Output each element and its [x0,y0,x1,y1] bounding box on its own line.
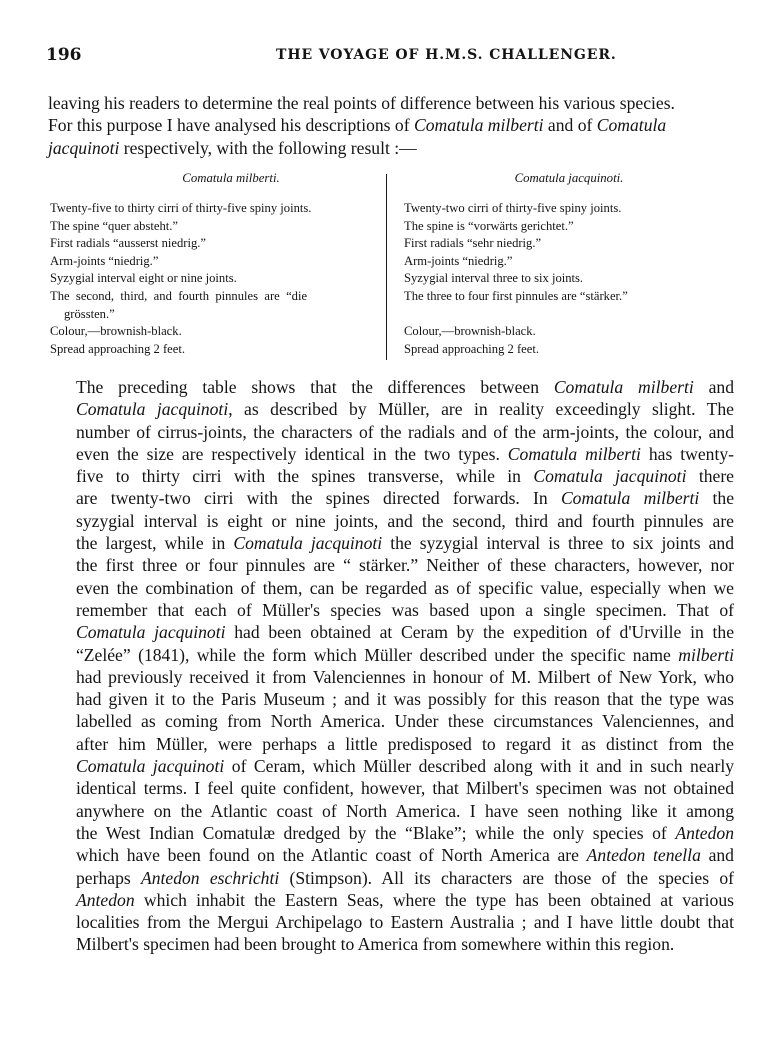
milberti-column [50,170,372,358]
milberti-item: The spine “quer absteht.” [50,218,178,233]
milberti-item: The second, third, and fourth pinnules are “die [50,288,308,303]
text-line: Milbert's specimen had been brought to America from somewhere within this region. [76,934,675,955]
text-line: Antedon which inhabit the Eastern Seas, where the type has been obtained at various [76,889,734,910]
text-line: the West Indian Comatulæ dredged by the “Blake”; while the only species of Antedon [76,822,734,843]
jacquinoti-heading: Comatula jacquinoti. [514,171,624,185]
jacquinoti-item: Syzygial interval three to six joints. [404,271,584,286]
text-line: perhaps Antedon eschrichti (Stimpson). All its characters are those of the species of [76,867,734,888]
text-line: anywhere on the Atlantic coast of North America. I have seen nothing like it among [76,800,734,821]
text-line: Comatula jacquinoti of Ceram, which Müller described along with it and in such nearly [76,756,734,777]
milberti-item: grössten.” [64,306,115,321]
text-line: even the combination of them, can be regarded as of specific value, especially when we [76,577,734,598]
milberti-item: Spread approaching 2 feet. [50,341,185,356]
text-line: For this purpose I have analysed his descriptions of Comatula milberti and of Comatula [48,115,667,136]
milberti-item: Colour,—brownish-black. [50,324,182,339]
text-line: number of cirrus-joints, the characters of the radials and of the arm-joints, the colour, and [76,421,734,442]
page-header [46,45,741,67]
jacquinoti-item: The spine is “vorwärts gerichtet.” [404,218,574,233]
text-line: remember that each of Müller's species was based upon a single specimen. That of [76,599,734,620]
jacquinoti-item: The three to four first pinnules are “stärker.” [404,288,628,303]
text-line: identical terms. I feel quite confident, however, that Milbert's specimen was not obtained [76,778,734,799]
text-line: syzygial interval is eight or nine joints, and the second, third and fourth pinnules are [76,510,734,531]
text-line: five to thirty cirri with the spines transverse, while in Comatula jacquinoti there [76,466,734,487]
milberti-item: First radials “ausserst niedrig.” [50,236,206,251]
page-number: 196 [46,45,82,65]
text-line: the first three or four pinnules are “ stärker.” Neither of these characters, however, nor [76,555,734,576]
milberti-item: Syzygial interval eight or nine joints. [50,271,237,286]
text-line: are twenty-two cirri with the spines directed forwards. In Comatula milberti the [76,488,734,509]
jacquinoti-item: Spread approaching 2 feet. [404,341,539,356]
milberti-item: Twenty-five to thirty cirri of thirty-five spiny joints. [50,201,312,215]
text-line: The preceding table shows that the differences between Comatula milberti and [76,377,734,397]
text-line: had given it to the Paris Museum ; and it was possibly for this reason that the type was [76,689,734,710]
jacquinoti-item: Arm-joints “niedrig.” [404,253,513,268]
text-line: localities from the Mergui Archipelago to Eastern Australia ; and I have little doubt that [76,912,734,933]
text-line: which have been found on the Atlantic coast of North America are Antedon tenella and [76,845,734,866]
text-line: even the size are respectively identical in the two types. Comatula milberti has twenty- [76,443,734,464]
milberti-item: Arm-joints “niedrig.” [50,253,159,268]
intro-paragraph [48,92,734,159]
text-line: had previously received it from Valenciennes in honour of M. Milbert of New York, who [76,666,734,687]
spacer [404,306,734,324]
comparison-table [50,170,740,360]
running-title: THE VOYAGE OF H.M.S. CHALLENGER. [276,47,617,63]
discussion-paragraph [48,376,734,956]
jacquinoti-item: First radials “sehr niedrig.” [404,236,542,251]
text-line: Comatula jacquinoti had been obtained at Ceram by the expedition of d'Urville in the [76,622,734,643]
milberti-heading: Comatula milberti. [182,171,280,185]
jacquinoti-item: Twenty-two cirri of thirty-five spiny joints. [404,201,622,215]
text-line: Comatula jacquinoti, as described by Müller, are in reality exceedingly slight. The [76,399,734,420]
column-divider [386,174,387,360]
text-line: after him Müller, were perhaps a little predisposed to regard it as distinct from the [76,733,734,754]
jacquinoti-item: Colour,—brownish-black. [404,324,536,339]
text-line: leaving his readers to determine the real points of difference between his various species. [48,93,675,113]
text-line: jacquinoti respectively, with the following result :— [48,137,417,158]
text-line: “Zelée” (1841), while the form which Müller described under the specific name milberti [76,644,734,665]
jacquinoti-column [404,170,734,358]
text-line: labelled as coming from North America. Under these circumstances Valenciennes, and [76,711,734,732]
text-line: the largest, while in Comatula jacquinoti the syzygial interval is three to six joints and [76,533,734,554]
